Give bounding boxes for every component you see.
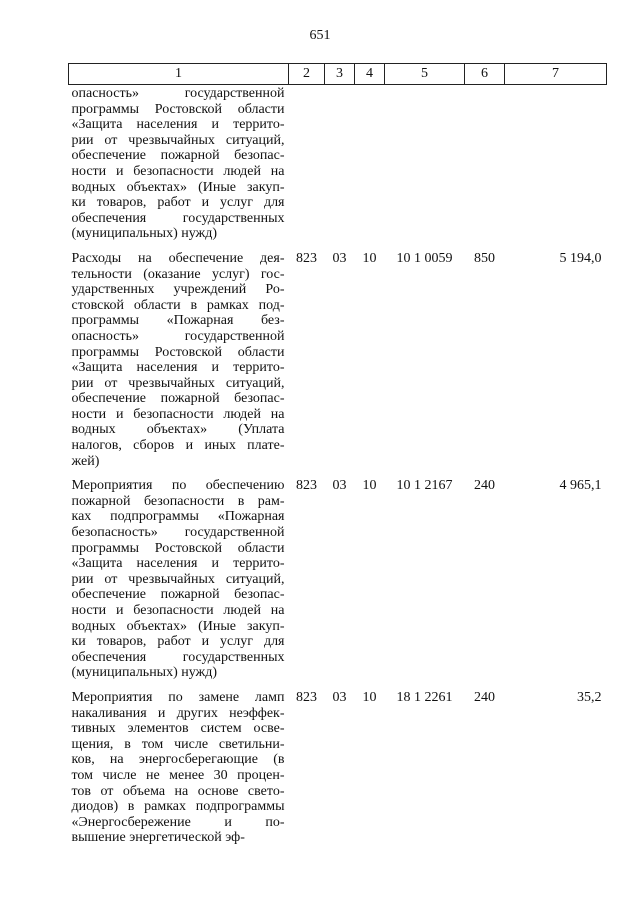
row-target-article-code: 10 1 0059: [396, 250, 453, 266]
description-line: Мероприятия по обеспечению: [71, 478, 285, 494]
description-line: ках подпрограммы «Пожарная: [71, 509, 285, 525]
description-line: тивных элементов систем осве-: [71, 721, 285, 737]
table-row: [69, 251, 607, 478]
description-line: опасность» государственной: [71, 328, 285, 344]
description-line: опасность» государственной: [71, 86, 285, 101]
description-line: том числе не менее 30 процен-: [71, 767, 285, 783]
row-expense-type-code: 240: [474, 478, 495, 494]
row-ministry-code: 823: [296, 478, 317, 494]
description-line: водных объектах» (Уплата: [71, 422, 285, 438]
row-ministry-code: 823: [296, 250, 317, 266]
description-line: жей): [71, 453, 100, 469]
description-line: Мероприятия по замене ламп: [71, 689, 285, 705]
description-line: программы Ростовской области: [71, 101, 285, 117]
description-line: программы Ростовской области: [71, 344, 285, 360]
description-line: пожарной безопасности в рам-: [71, 493, 285, 509]
budget-table: [68, 63, 607, 855]
description-line: ности и безопасности людей на: [71, 603, 285, 618]
row-section-code: 03: [332, 250, 347, 266]
description-line: обеспечение пожарной безопас-: [71, 391, 285, 407]
row-target-article-code: 10 1 2167: [396, 478, 453, 494]
description-line: водных объектах» (Иные закуп-: [71, 179, 285, 195]
description-line: диодов) в рамках подпрограммы: [71, 799, 285, 815]
description-line: обеспечение пожарной безопас-: [71, 148, 285, 164]
description-line: обеспечения государственных: [71, 649, 285, 665]
description-line: «Защита населения и террито-: [71, 556, 285, 572]
row-expense-type-code: 850: [474, 250, 495, 266]
description-line: (муниципальных) нужд): [71, 226, 218, 242]
description-line: ки товаров, работ и услуг для: [71, 634, 285, 650]
table-row: [69, 478, 607, 690]
description-line: «Энергосбережение и по-: [71, 814, 285, 830]
description-line: налогов, сборов и иных плате-: [71, 438, 285, 454]
row-amount: 35,2: [577, 689, 602, 705]
description-line: вышение энергетической эф-: [71, 830, 245, 846]
header-col-2: 2: [289, 64, 325, 85]
description-line: ности и безопасности людей на: [71, 163, 285, 179]
row-ministry-code: 823: [296, 689, 317, 705]
row-section-code: [325, 85, 355, 251]
header-col-6: 6: [465, 64, 505, 85]
description-line: обеспечение пожарной безопас-: [71, 587, 285, 603]
description-line: ности и безопасности людей на: [71, 406, 285, 422]
header-col-1: 1: [69, 64, 289, 85]
row-subsection-code: 10: [362, 250, 377, 266]
description-line: тельности (оказание услуг) гос-: [71, 266, 285, 282]
header-col-3: 3: [325, 64, 355, 85]
description-line: ударственных учреждений Ро-: [71, 282, 285, 298]
description-line: водных объектах» (Иные закуп-: [71, 618, 285, 634]
row-amount: 4 965,1: [559, 478, 602, 494]
description-line: ков, на энергосберегающие (в: [71, 752, 285, 768]
description-line: (муниципальных) нужд): [71, 665, 218, 681]
row-section-code: 03: [332, 689, 347, 705]
header-col-4: 4: [355, 64, 385, 85]
row-target-article-code: [385, 85, 465, 251]
row-subsection-code: [355, 85, 385, 251]
row-amount: [505, 85, 607, 251]
row-subsection-code: 10: [362, 478, 377, 494]
description-line: безопасность» государственной: [71, 525, 285, 541]
page-number: 651: [309, 28, 331, 43]
description-line: рии от чрезвычайных ситуаций,: [71, 132, 285, 148]
row-amount: 5 194,0: [559, 250, 602, 266]
header-col-7: 7: [505, 64, 607, 85]
description-line: «Защита населения и террито-: [71, 360, 285, 376]
row-section-code: 03: [332, 478, 347, 494]
description-line: Расходы на обеспечение дея-: [71, 250, 285, 266]
row-target-article-code: 18 1 2261: [396, 689, 453, 705]
row-description: [69, 690, 289, 855]
header-col-5: 5: [385, 64, 465, 85]
description-line: обеспечения государственных: [71, 210, 285, 226]
row-description: [69, 85, 289, 251]
table-header-row: [69, 64, 607, 85]
row-description: [69, 478, 289, 690]
description-line: рии от чрезвычайных ситуаций,: [71, 571, 285, 587]
description-line: программы Ростовской области: [71, 540, 285, 556]
description-line: стовской области в рамках под-: [71, 297, 285, 313]
row-subsection-code: 10: [362, 689, 377, 705]
row-ministry-code: [289, 85, 325, 251]
description-line: накаливания и других неэффек-: [71, 705, 285, 721]
table-row: [69, 690, 607, 855]
description-line: тов от объема на основе свето-: [71, 783, 285, 799]
row-expense-type-code: [465, 85, 505, 251]
row-description: [69, 251, 289, 478]
row-expense-type-code: 240: [474, 689, 495, 705]
description-line: «Защита населения и террито-: [71, 117, 285, 133]
description-line: программы «Пожарная без-: [71, 313, 285, 329]
description-line: ки товаров, работ и услуг для: [71, 195, 285, 211]
table-row: [69, 85, 607, 251]
description-line: рии от чрезвычайных ситуаций,: [71, 375, 285, 391]
description-line: щения, в том числе светильни-: [71, 736, 285, 752]
